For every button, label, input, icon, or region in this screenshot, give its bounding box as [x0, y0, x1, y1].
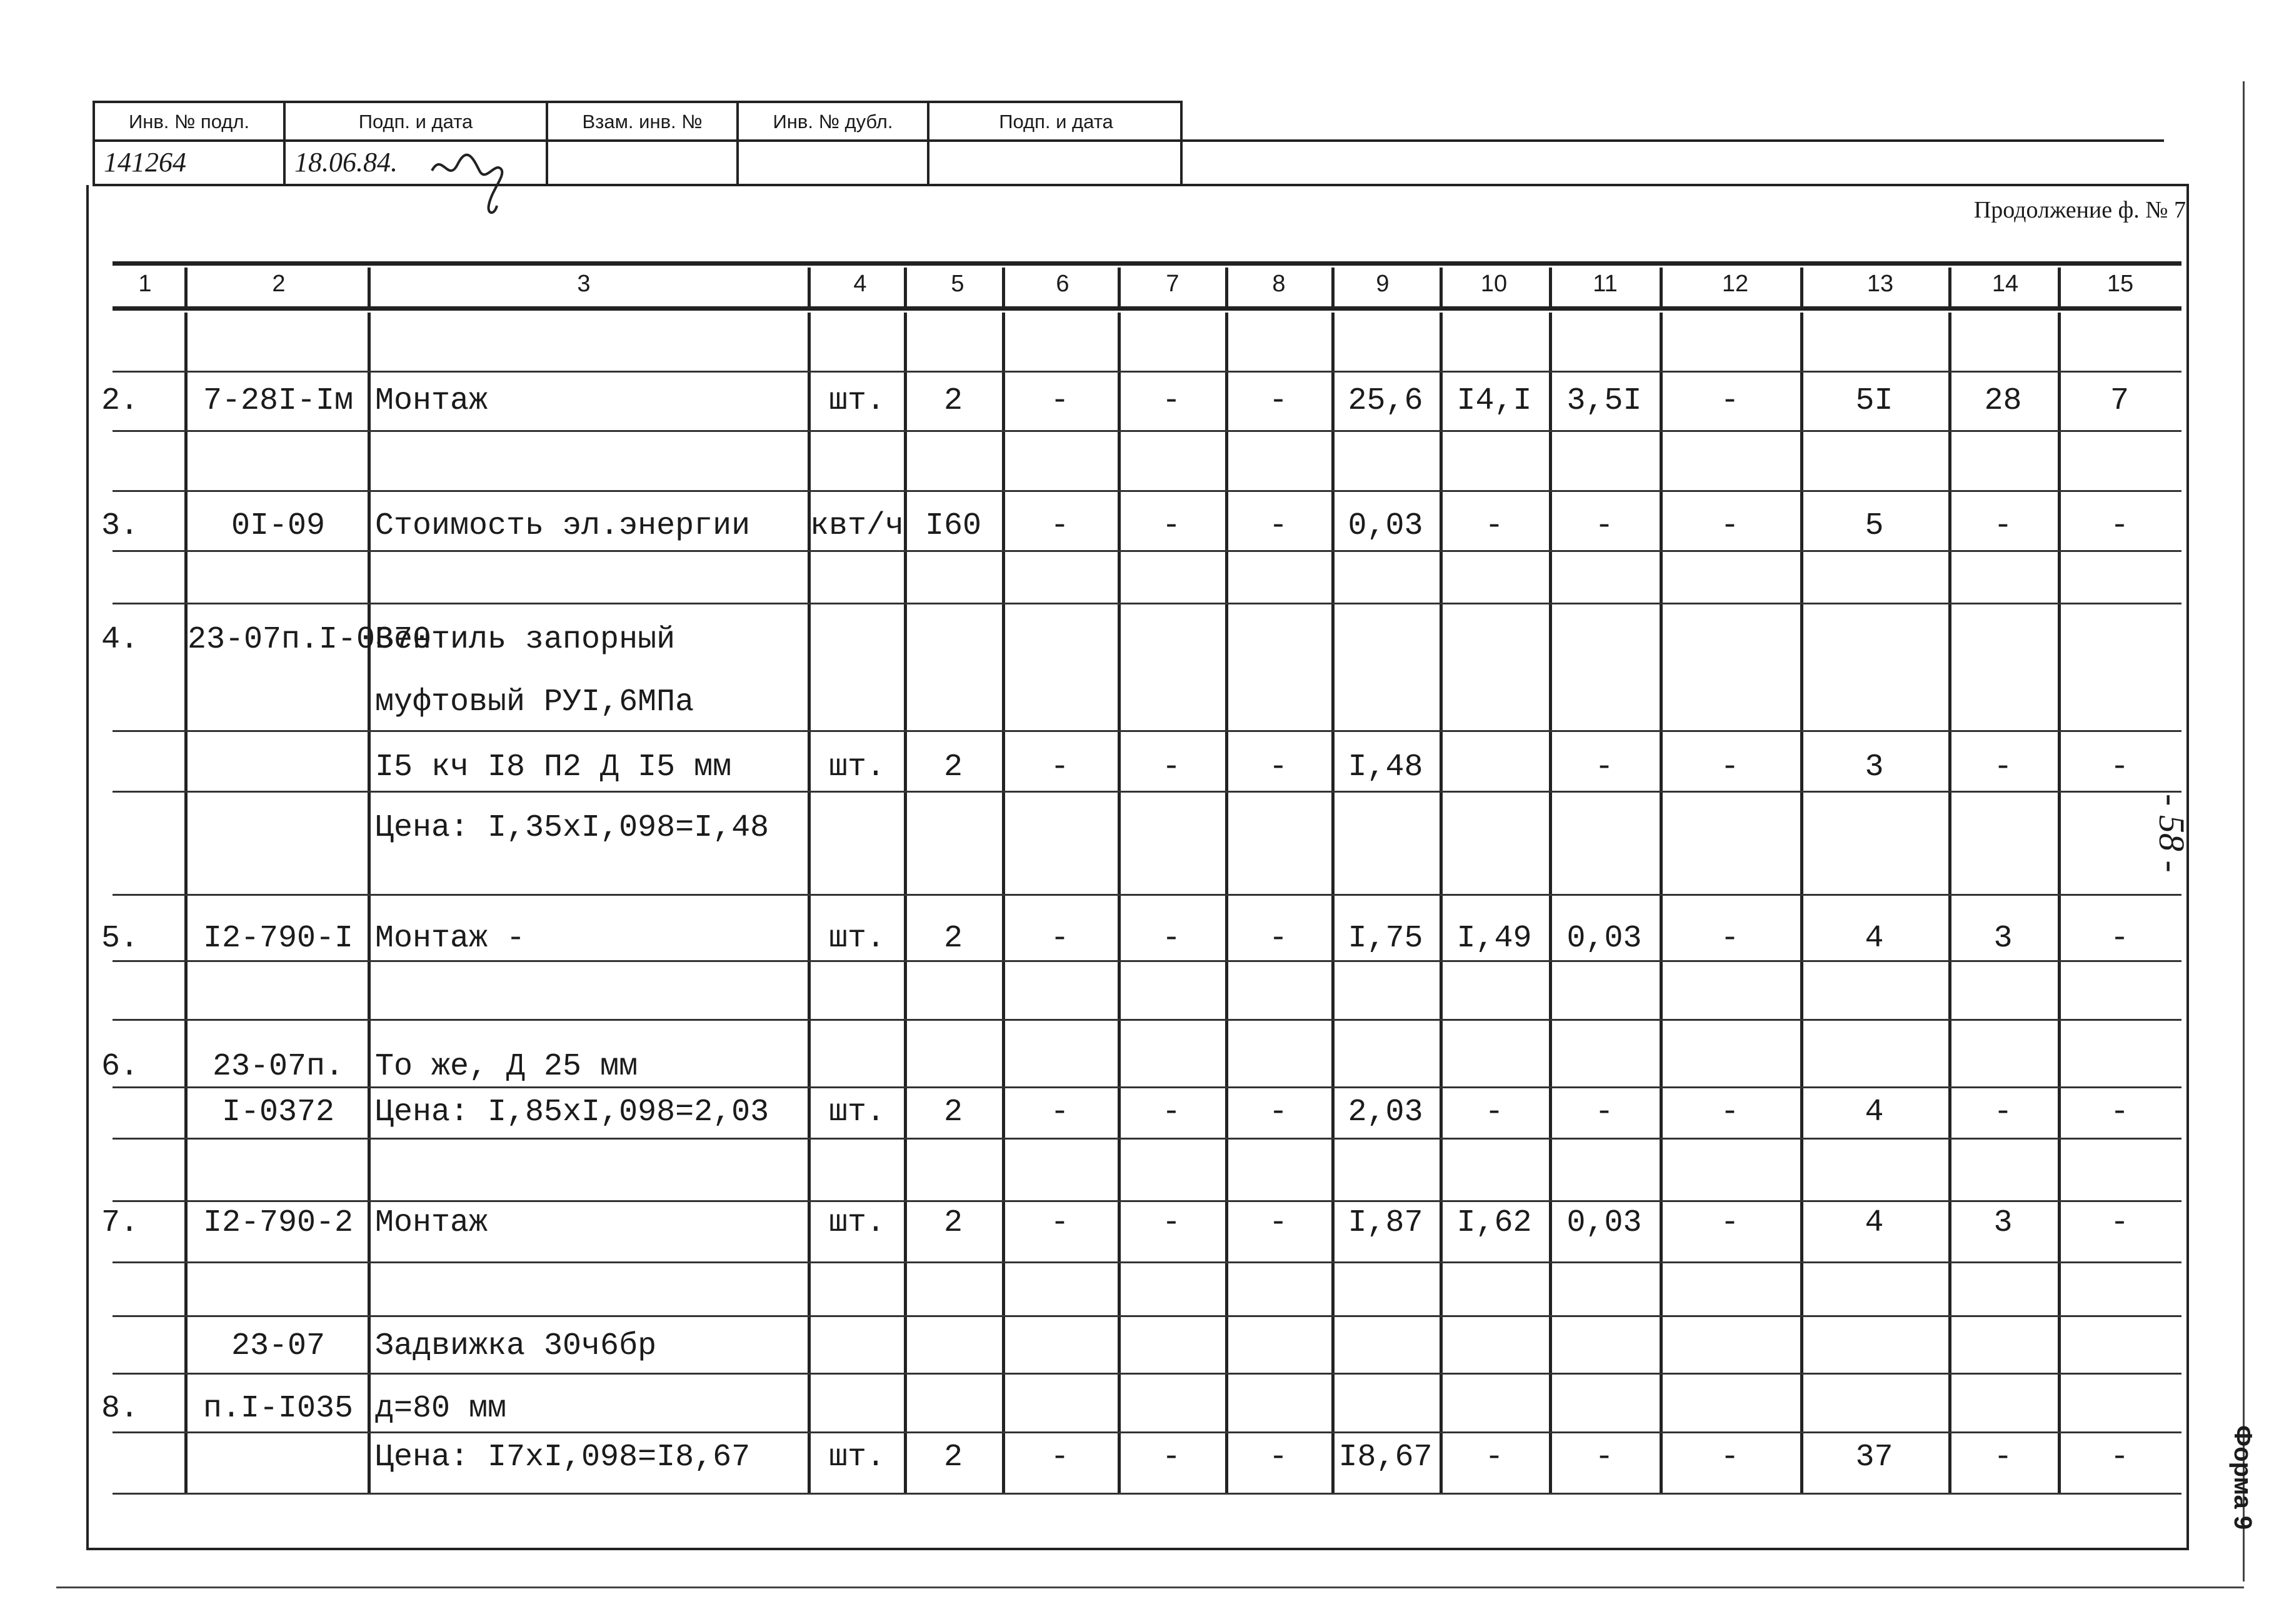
table-cell-unit: квт/ч [810, 508, 904, 544]
table-cell-c14: 28 [1984, 383, 2022, 419]
column-number-4: 4 [853, 271, 867, 297]
table-cell-unit: шт. [828, 921, 885, 956]
page-number: - 58 - [2151, 794, 2192, 873]
stamp-header-inv-podl: Инв. № подл. [95, 103, 286, 141]
table-cell-c15: - [2110, 1095, 2129, 1130]
table-cell-c6: - [1050, 749, 1069, 785]
table-cell-qty: 2 [943, 383, 963, 419]
table-cell-c15: - [2110, 1205, 2129, 1241]
table-cell-c12: - [1720, 383, 1740, 419]
table-cell-name: Стоимость эл.энергии [375, 508, 751, 544]
table-cell-c15: - [2110, 508, 2129, 544]
table-cell-c7: - [1161, 1205, 1181, 1241]
column-number-14: 14 [1991, 271, 2019, 297]
table-cell-name: Монтаж [375, 383, 488, 419]
table-cell-n: 2. [101, 383, 139, 419]
table-cell-c10: - [1485, 1440, 1504, 1475]
table-cell-code: I2-790-I [203, 921, 354, 956]
table-cell-c13: 3 [1865, 749, 1884, 785]
table-cell-c9: 2,03 [1348, 1095, 1423, 1130]
table-cell-c13: 4 [1865, 1095, 1884, 1130]
table-cell-name: Задвижка 30ч6бр [375, 1328, 657, 1364]
row-rule [113, 490, 2181, 492]
row-rule [113, 894, 2181, 896]
column-number-15: 15 [2106, 271, 2134, 297]
column-number-13: 13 [1866, 271, 1894, 297]
table-cell-c14: - [1993, 508, 2013, 544]
table-cell-n: 8. [101, 1391, 139, 1426]
table-cell-c11: 3,5I [1566, 383, 1642, 419]
table-cell-c7: - [1161, 921, 1181, 956]
table-cell-c7: - [1161, 383, 1181, 419]
table-cell-c8: - [1268, 383, 1288, 419]
table-cell-name: Монтаж [375, 1205, 488, 1241]
row-rule [113, 1493, 2181, 1495]
header-divider [1331, 268, 1335, 306]
column-number-9: 9 [1376, 271, 1390, 297]
table-cell-c12: - [1720, 749, 1740, 785]
table-cell-name: муфтовый РУI,6МПа [375, 684, 694, 720]
table-cell-c9: I8,67 [1338, 1440, 1433, 1475]
row-rule [113, 1138, 2181, 1140]
table-cell-c10: I,49 [1456, 921, 1532, 956]
row-rule [113, 603, 2181, 604]
table-cell-c9: 0,03 [1348, 508, 1423, 544]
stamp-header-vzam-inv: Взам. инв. № [548, 103, 739, 141]
table-cell-c15: - [2110, 749, 2129, 785]
table-cell-c7: - [1161, 1095, 1181, 1130]
header-divider [2058, 268, 2061, 306]
table-cell-unit: шт. [828, 1095, 885, 1130]
table-cell-c8: - [1268, 508, 1288, 544]
stamp-value-podp-data-2 [929, 141, 1183, 186]
table-cell-code: I-0372 [221, 1095, 335, 1130]
continuation-note: Продолжение ф. № 7 [1973, 197, 2186, 223]
table-cell-qty: 2 [943, 1095, 963, 1130]
table-cell-c8: - [1268, 1440, 1288, 1475]
stamp-header-inv-dubl: Инв. № дубл. [739, 103, 929, 141]
header-divider [808, 268, 811, 306]
header-divider [1118, 268, 1121, 306]
table-cell-c9: 25,6 [1348, 383, 1423, 419]
table-cell-n: 7. [101, 1205, 139, 1241]
row-rule [113, 371, 2181, 373]
table-cell-qty: I60 [924, 508, 981, 544]
table-cell-c12: - [1720, 1205, 1740, 1241]
table-cell-c15: - [2110, 921, 2129, 956]
header-divider [1440, 268, 1443, 306]
table-cell-c6: - [1050, 508, 1069, 544]
row-rule [113, 1261, 2181, 1263]
stamp-value-podp-data [286, 141, 548, 186]
stamp-header-podp-data: Подп. и дата [286, 103, 548, 141]
table-cell-c11: - [1595, 1440, 1614, 1475]
row-rule [113, 430, 2181, 432]
approval-stamp-table [93, 101, 1183, 186]
row-rule [113, 960, 2181, 962]
table-cell-c10: I,62 [1456, 1205, 1532, 1241]
table-cell-name: I5 кч I8 П2 Д I5 мм [375, 749, 732, 785]
table-cell-c13: 5I [1855, 383, 1893, 419]
header-divider [1549, 268, 1552, 306]
table-cell-c6: - [1050, 383, 1069, 419]
table-cell-c11: - [1595, 1095, 1614, 1130]
table-cell-n: 4. [101, 622, 139, 658]
table-cell-c15: 7 [2110, 383, 2129, 419]
header-divider [904, 268, 907, 306]
table-cell-c14: 3 [1993, 1205, 2013, 1241]
stamp-value-inv-dubl [739, 141, 929, 186]
header-rule-bottom [113, 306, 2181, 311]
table-cell-c7: - [1161, 749, 1181, 785]
column-number-11: 11 [1593, 271, 1618, 297]
table-cell-n: 6. [101, 1049, 139, 1085]
column-number-8: 8 [1272, 271, 1286, 297]
column-number-3: 3 [577, 271, 591, 297]
stamp-date: 18.06.84. [294, 147, 398, 178]
table-cell-c12: - [1720, 1095, 1740, 1130]
table-cell-c14: - [1993, 1440, 2013, 1475]
table-cell-c12: - [1720, 921, 1740, 956]
table-cell-c10: - [1485, 508, 1504, 544]
table-cell-code: 0I-09 [231, 508, 326, 544]
table-cell-c6: - [1050, 921, 1069, 956]
column-number-10: 10 [1480, 271, 1508, 297]
row-rule [113, 730, 2181, 732]
stamp-header-podp-data-2: Подп. и дата [999, 111, 1113, 133]
table-cell-qty: 2 [943, 921, 963, 956]
table-cell-c10: - [1485, 1095, 1504, 1130]
column-number-6: 6 [1056, 271, 1069, 297]
column-number-2: 2 [272, 271, 286, 297]
stamp-value-inv-podl: 141264 [95, 141, 286, 186]
row-rule [113, 1431, 2181, 1433]
table-cell-c11: - [1595, 749, 1614, 785]
table-cell-c14: 3 [1993, 921, 2013, 956]
table-cell-unit: шт. [828, 1205, 885, 1241]
table-cell-c8: - [1268, 1205, 1288, 1241]
table-cell-c6: - [1050, 1095, 1069, 1130]
header-divider [1660, 268, 1663, 306]
table-cell-name: Цена: I,85xI,098=2,03 [375, 1095, 769, 1130]
table-cell-c13: 4 [1865, 921, 1884, 956]
table-cell-code: 23-07п.I-0370 [188, 622, 432, 658]
table-cell-c8: - [1268, 921, 1288, 956]
column-number-5: 5 [951, 271, 964, 297]
table-cell-c13: 4 [1865, 1205, 1884, 1241]
column-number-1: 1 [138, 271, 152, 297]
header-divider [1225, 268, 1228, 306]
header-rule-top [113, 261, 2181, 266]
page-edge-right [2243, 81, 2245, 1581]
table-cell-unit: шт. [828, 749, 885, 785]
table-cell-c7: - [1161, 508, 1181, 544]
table-cell-c6: - [1050, 1440, 1069, 1475]
table-cell-code: п.I-I035 [203, 1391, 354, 1426]
table-cell-c7: - [1161, 1440, 1181, 1475]
table-cell-c13: 37 [1855, 1440, 1893, 1475]
header-divider [368, 268, 371, 306]
table-cell-n: 3. [101, 508, 139, 544]
table-cell-code: 7-28I-Iм [203, 383, 354, 419]
table-cell-unit: шт. [828, 383, 885, 419]
table-cell-c9: I,48 [1348, 749, 1423, 785]
table-cell-qty: 2 [943, 1205, 963, 1241]
table-cell-c9: I,75 [1348, 921, 1423, 956]
header-divider [184, 268, 188, 306]
table-cell-c6: - [1050, 1205, 1069, 1241]
table-cell-name: Монтаж - [375, 921, 526, 956]
table-cell-c13: 5 [1865, 508, 1884, 544]
header-divider [1002, 268, 1005, 306]
table-cell-name: д=80 мм [375, 1391, 507, 1426]
row-rule [113, 1315, 2181, 1317]
table-cell-c14: - [1993, 749, 2013, 785]
table-cell-n: 5. [101, 921, 139, 956]
table-cell-code: I2-790-2 [203, 1205, 354, 1241]
table-cell-name: Вентиль запорный [375, 622, 676, 658]
table-cell-c8: - [1268, 1095, 1288, 1130]
table-cell-c10: I4,I [1456, 383, 1532, 419]
row-rule [113, 1086, 2181, 1088]
row-rule [113, 1019, 2181, 1021]
table-cell-c14: - [1993, 1095, 2013, 1130]
table-cell-name: То же, Д 25 мм [375, 1049, 638, 1085]
table-cell-qty: 2 [943, 1440, 963, 1475]
table-cell-name: Цена: I7xI,098=I8,67 [375, 1440, 751, 1475]
row-rule [113, 1373, 2181, 1375]
column-number-7: 7 [1166, 271, 1180, 297]
table-cell-c11: 0,03 [1566, 921, 1642, 956]
table-cell-c11: - [1595, 508, 1614, 544]
table-cell-unit: шт. [828, 1440, 885, 1475]
page-edge-bottom [56, 1586, 2244, 1588]
table-cell-c12: - [1720, 508, 1740, 544]
stamp-value-vzam-inv [548, 141, 739, 186]
table-cell-code: 23-07п. [212, 1049, 344, 1085]
column-number-12: 12 [1721, 271, 1749, 297]
row-rule [113, 550, 2181, 552]
header-divider [1948, 268, 1951, 306]
table-cell-code: 23-07 [231, 1328, 326, 1364]
header-divider [1800, 268, 1803, 306]
table-cell-c11: 0,03 [1566, 1205, 1642, 1241]
table-cell-c9: I,87 [1348, 1205, 1423, 1241]
row-rule [113, 1200, 2181, 1202]
table-cell-c8: - [1268, 749, 1288, 785]
table-cell-c15: - [2110, 1440, 2129, 1475]
form-label: Форма 9 [2229, 1425, 2256, 1530]
table-cell-name: Цена: I,35xI,098=I,48 [375, 810, 769, 846]
sheet-frame-top [1180, 184, 2189, 186]
table-cell-qty: 2 [943, 749, 963, 785]
table-cell-c12: - [1720, 1440, 1740, 1475]
row-rule [113, 791, 2181, 793]
